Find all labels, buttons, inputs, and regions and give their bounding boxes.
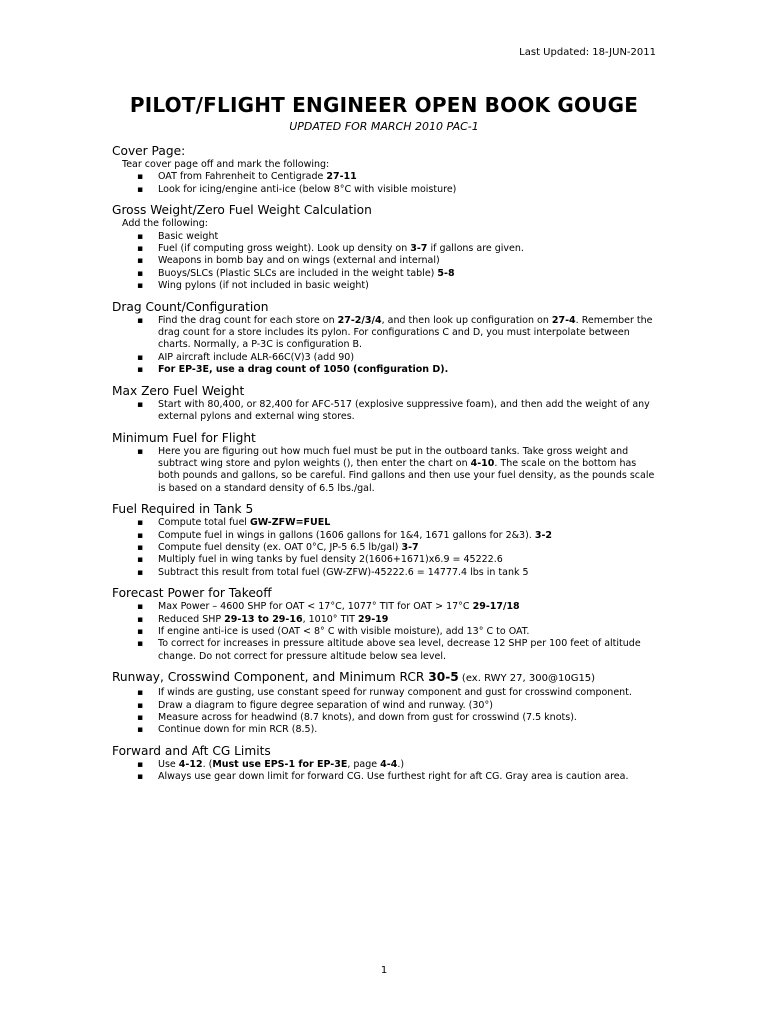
bullet-list xyxy=(112,517,660,579)
bullet-item xyxy=(158,315,660,352)
section xyxy=(112,585,660,663)
bullet-text: if gallons are given. xyxy=(427,243,524,255)
bullet-item xyxy=(158,171,660,183)
bullet-text: AIP aircraft include ALR-66C(V)3 (add 90) xyxy=(158,351,355,363)
bold-reference: 5-8 xyxy=(437,267,455,279)
section-heading xyxy=(112,143,660,159)
bullet-item xyxy=(158,638,660,663)
bullet-item xyxy=(158,700,660,712)
bullet-text: , and then look up configuration on xyxy=(381,314,552,326)
bullet-text: Subtract this result from total fuel (GW-ZFW)-45222.6 = 14777.4 lbs in tank 5 xyxy=(158,566,529,578)
bullet-text: .) xyxy=(397,758,405,770)
bullet-list xyxy=(112,399,660,424)
section-heading xyxy=(112,430,660,446)
section-heading-text: Forward and Aft CG Limits xyxy=(112,743,271,758)
section xyxy=(112,501,660,579)
bullet-item xyxy=(158,184,660,196)
section-heading xyxy=(112,501,660,517)
section-heading xyxy=(112,299,660,315)
bold-reference: 29-17/18 xyxy=(472,601,520,613)
bullet-text: Weapons in bomb bay and on wings (external and internal) xyxy=(158,255,440,267)
bullet-text: . The scale on the bottom has both pounds and gallons, so be careful. Find gallons and then use your fuel density, as the pounds scale is based on a standard density of 6.5 lbs./gal. xyxy=(158,457,655,494)
bullet-text: Look for icing/engine anti-ice (below 8°C with visible moisture) xyxy=(158,183,457,195)
section-heading xyxy=(112,743,660,759)
bullet-item xyxy=(158,530,660,542)
document-subtitle: UPDATED FOR MARCH 2010 PAC-1 xyxy=(289,120,479,133)
section-heading xyxy=(112,669,660,687)
bullet-text: Here you are figuring out how much fuel must be put in the outboard tanks. Take gross weight and subtract wing store and pylon weights (), then enter the chart on xyxy=(158,445,629,469)
bold-reference: 3-2 xyxy=(534,529,553,541)
bullet-text: Measure across for headwind (8.7 knots), and down from gust for crosswind (7.5 knots). xyxy=(158,712,577,723)
section-intro: Add the following: xyxy=(122,218,208,230)
bullet-text: Compute fuel in wings in gallons (1606 gallons for 1&4, 1671 gallons for 2&3). xyxy=(158,529,535,541)
bullet-item xyxy=(158,446,660,496)
bullet-list xyxy=(112,601,660,663)
bullet-list xyxy=(112,759,660,784)
section-heading-text: Forecast Power for Takeoff xyxy=(112,586,272,601)
bullet-item xyxy=(158,243,660,255)
section-heading-text: Cover Page: xyxy=(112,144,186,158)
last-updated-text: Last Updated: 18-JUN-2011 xyxy=(519,47,656,58)
bullet-item xyxy=(158,280,660,292)
bold-reference: 29-19 xyxy=(358,613,389,625)
bold-reference: 4-10 xyxy=(470,457,495,469)
bullet-text: Use xyxy=(158,758,179,770)
bullet-text: Max Power – 4600 SHP for OAT < 17°C, 1077° TIT for OAT > 17°C xyxy=(158,601,473,613)
bullet-item xyxy=(158,542,660,554)
bullet-item xyxy=(158,687,660,699)
section xyxy=(112,299,660,377)
bullet-item xyxy=(158,364,660,376)
section-heading-text: Drag Count/Configuration xyxy=(112,299,269,314)
bullet-list xyxy=(112,315,660,377)
bullet-text: If engine anti-ice is used (OAT < 8° C with visible moisture), add 13° C to OAT. xyxy=(158,625,530,637)
bold-reference: GW-ZFW=FUEL xyxy=(249,517,331,529)
bullet-text: To correct for increases in pressure altitude above sea level, decrease 12 SHP per 100 feet of altitude change. Do not correct for pressure altitude below sea level. xyxy=(158,638,641,662)
bullet-text: Draw a diagram to figure degree separation of wind and runway. (30°) xyxy=(158,699,493,711)
sections-container xyxy=(112,143,660,790)
bullet-text: . Remember the drag count for a store includes its pylon. For configurations C and D, you must interpolate between charts. Normally, a P-3C is configuration B. xyxy=(158,314,653,351)
bold-reference: 4-12 xyxy=(178,758,203,770)
document-title: PILOT/FLIGHT ENGINEER OPEN BOOK GOUGE xyxy=(129,93,639,117)
bold-reference: 3-7 xyxy=(401,541,419,553)
section xyxy=(112,202,660,292)
section-heading-text: Runway, Crosswind Component, and Minimum RCR xyxy=(112,670,429,685)
section-heading-text: Max Zero Fuel Weight xyxy=(112,383,245,398)
bullet-text: Wing pylons (if not included in basic weight) xyxy=(158,280,369,292)
bullet-text: Always use gear down limit for forward CG. Use furthest right for aft CG. Gray area is caution area. xyxy=(158,771,629,783)
section xyxy=(112,669,660,737)
bullet-item xyxy=(158,517,660,529)
bullet-list xyxy=(112,687,660,737)
section xyxy=(112,430,660,496)
section xyxy=(112,143,660,196)
bullet-text: Start with 80,400, or 82,400 for AFC-517 (explosive suppressive foam), and then add the weight of any external pylons and external wing stores. xyxy=(158,398,650,423)
bullet-item xyxy=(158,771,660,783)
section-heading-text: Fuel Required in Tank 5 xyxy=(112,502,254,517)
bullet-text: OAT from Fahrenheit to Centigrade xyxy=(158,171,327,183)
bold-reference: For EP-3E, use a drag count of 1050 (configuration D). xyxy=(158,364,449,376)
section-heading xyxy=(112,585,660,601)
bullet-item xyxy=(158,255,660,267)
section-heading-reference: 30-5 xyxy=(428,670,459,685)
section-heading xyxy=(112,383,660,399)
bullet-item xyxy=(158,231,660,243)
bold-reference: Must use EPS-1 for EP-3E xyxy=(212,758,348,770)
section-heading-example: (ex. RWY 27, 300@10G15) xyxy=(458,673,596,685)
bold-reference: 27-4 xyxy=(551,314,576,326)
bullet-list xyxy=(112,231,660,293)
bullet-text: , page xyxy=(347,758,381,770)
bullet-list xyxy=(112,171,660,196)
bullet-item xyxy=(158,614,660,626)
bold-reference: 27-11 xyxy=(326,171,357,183)
bullet-item xyxy=(158,352,660,364)
bullet-text: Compute fuel density (ex. OAT 0°C, JP-5 6.5 lb/gal) xyxy=(158,541,402,553)
section xyxy=(112,743,660,784)
bold-reference: 27-2/3/4 xyxy=(337,314,382,326)
bullet-item xyxy=(158,724,660,736)
bullet-text: Basic weight xyxy=(158,230,219,242)
bullet-item xyxy=(158,601,660,613)
section-heading-text: Minimum Fuel for Flight xyxy=(112,430,256,445)
bullet-text: , 1010° TIT xyxy=(302,613,358,625)
bullet-text: Continue down for min RCR (8.5). xyxy=(158,724,318,736)
bullet-text: . ( xyxy=(202,758,213,770)
bold-reference: 4-4 xyxy=(380,758,398,770)
bold-reference: 29-13 to 29-16 xyxy=(224,613,303,625)
bullet-item xyxy=(158,268,660,280)
bold-reference: 3-7 xyxy=(410,243,428,255)
bullet-item xyxy=(158,567,660,579)
bullet-item xyxy=(158,554,660,566)
bullet-text: Compute total fuel xyxy=(158,517,250,529)
bullet-item xyxy=(158,712,660,724)
section-heading-text: Gross Weight/Zero Fuel Weight Calculation xyxy=(112,203,372,218)
section-intro: Tear cover page off and mark the following: xyxy=(122,159,330,170)
section xyxy=(112,383,660,424)
section-heading xyxy=(112,202,660,218)
bullet-text: Find the drag count for each store on xyxy=(158,314,338,326)
bullet-text: Multiply fuel in wing tanks by fuel density 2(1606+1671)x6.9 = 45222.6 xyxy=(158,554,503,566)
bullet-text: If winds are gusting, use constant speed for runway component and gust for crosswind component. xyxy=(158,687,632,699)
bullet-item xyxy=(158,626,660,638)
bullet-list xyxy=(112,446,660,496)
bullet-item xyxy=(158,399,660,424)
bullet-text: Buoys/SLCs (Plastic SLCs are included in the weight table) xyxy=(158,267,438,279)
bullet-text: Reduced SHP xyxy=(158,613,225,625)
bullet-text: Fuel (if computing gross weight). Look up density on xyxy=(158,243,411,255)
bullet-item xyxy=(158,759,660,771)
page-number: 1 xyxy=(380,965,388,976)
